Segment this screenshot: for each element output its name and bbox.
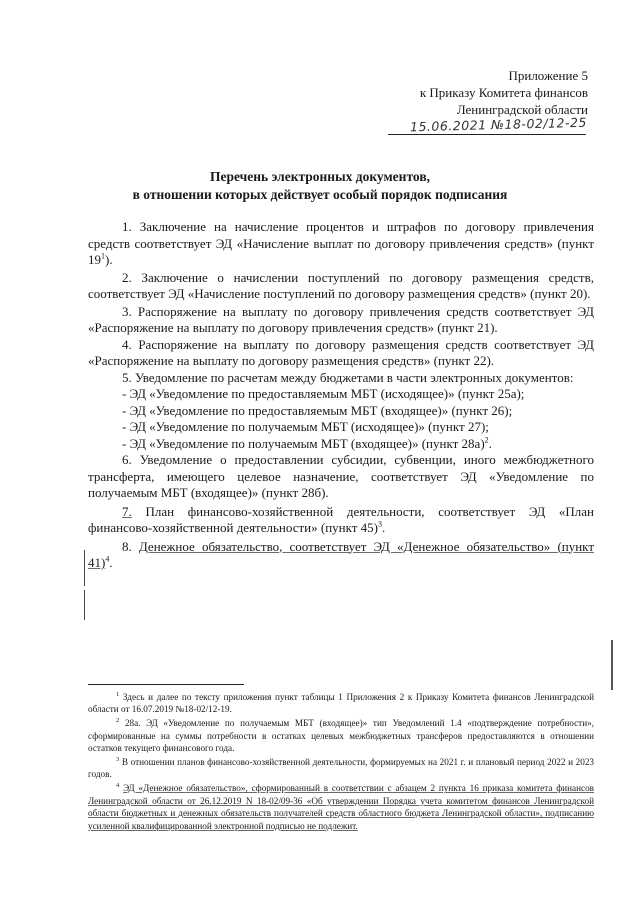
item-8: 8. Денежное обязательство, соответствует ЭД «Денежное обязательство» (пункт 41)$^4$. [88,538,595,570]
title-line-1: Перечень электронных документов, [209,169,430,184]
item-4: 4. Распоряжение на выплату по договору размещения средств соответствует ЭД «Распоряжение на выплату по договору размещения средств» (пункт 22). [88,336,594,368]
appendix-number: Приложение 5 [508,68,588,83]
scan-artifact-bar [611,640,613,690]
footnote-1: $^1$ Здесь и далее по тексту приложения пункт таблицы 1 Приложения 2 к Приказу Комитета финансов Ленинградской области от 16.07.2019 №18-02/12-19. [88,690,595,715]
document-body [88,219,594,572]
footnotes [88,691,594,833]
margin-mark-item-8 [84,590,85,620]
footnote-ref-3: 3 [378,519,383,529]
item-5-list-d: - ЭД «Уведомление по получаемым МБТ (входящее)» (пункт 28а)$^2$. [122,435,492,451]
footnote-ref-1: 1 [101,251,105,261]
title-line-2: в отношении которых действует особый порядок подписания [132,187,508,202]
handwritten-date-number: 15.06.2021 №18-02/12-25 [409,114,588,135]
signature-underline [388,134,586,135]
item-5-list-b: - ЭД «Уведомление по предоставляемым МБТ (входящее)» (пункт 26); [122,402,513,418]
footnote-3: $^3$ В отношении планов финансово-хозяйственной деятельности, формируемых на 2021 г. и плановый период 2022 и 2023 годов. [88,755,595,780]
item-8-underlined: Денежное обязательство, соответствует ЭД «Денежное обязательство» (пункт 41) [88,538,595,570]
item-7-number: 7. [122,503,132,519]
item-5-list-a: - ЭД «Уведомление по предоставляемым МБТ (исходящее)» (пункт 25а); [122,386,525,401]
appendix-order-ref: к Приказу Комитета финансов [419,85,588,100]
item-2: 2. Заключение о начислении поступлений по договору размещения средств, соответствует ЭД «Начисление поступлений по договору размещения средств» (пункт 20). [88,269,594,301]
margin-mark-item-7 [84,550,85,586]
document-title [0,168,640,204]
item-3: 3. Распоряжение на выплату по договору привлечения средств соответствует ЭД «Распоряжение на выплату по договору привлечения средств» (пункт 21). [88,303,594,335]
item-7: 7. План финансово-хозяйственной деятельности, соответствует ЭД «План финансово-хозяйственной деятельности» (пункт 45)$^3$. [88,503,594,535]
item-5: 5. Уведомление по расчетам между бюджетами в части электронных документов: [122,369,574,385]
appendix-block [420,67,588,118]
item-6: 6. Уведомление о предоставлении субсидии, субвенции, иного межбюджетного трансферта, имеющего целевое назначение, соответствует ЭД «Уведомление по получаемым МБТ (входящее)» (пункт 28б). [88,452,594,500]
appendix-region: Ленинградской области [456,102,588,117]
item-1: 1. Заключение на начисление процентов и штрафов по договору привлечения средств соответствует ЭД «Начисление выплат по договору привлечения средств» (пункт $19^1$). [88,219,594,267]
item-5-list-c: - ЭД «Уведомление по получаемым МБТ (исходящее)» (пункт 27); [122,419,489,434]
footnote-4: $^4$ ЭД «Денежное обязательство», сформированный в соответствии с абзацем 2 пункта 16 приказа комитета финансов Ленинградской области от 26.12.2019 N 18-02/09-36 «Об утверждении Порядка учета комитетом финансов Ленинградской области бюджетных и денежных обязательств получателей средств областного бюджета Ленинградской области», подписанию усиленной квалифицированной электронной подписью не подлежит. [88,782,595,831]
footnote-separator [88,684,244,685]
footnote-ref-2: 2 [484,435,489,445]
footnote-ref-4: 4 [105,554,110,564]
footnote-2: $^2$ 28а. ЭД «Уведомление по получаемым МБТ (входящее)» тип Уведомлений 1.4 «подтверждение потребности», сформированные на суммы потребности в остатках целевых межбюджетных трансферов предоставляются в отношении остатков текущего финансового года. [88,717,595,754]
